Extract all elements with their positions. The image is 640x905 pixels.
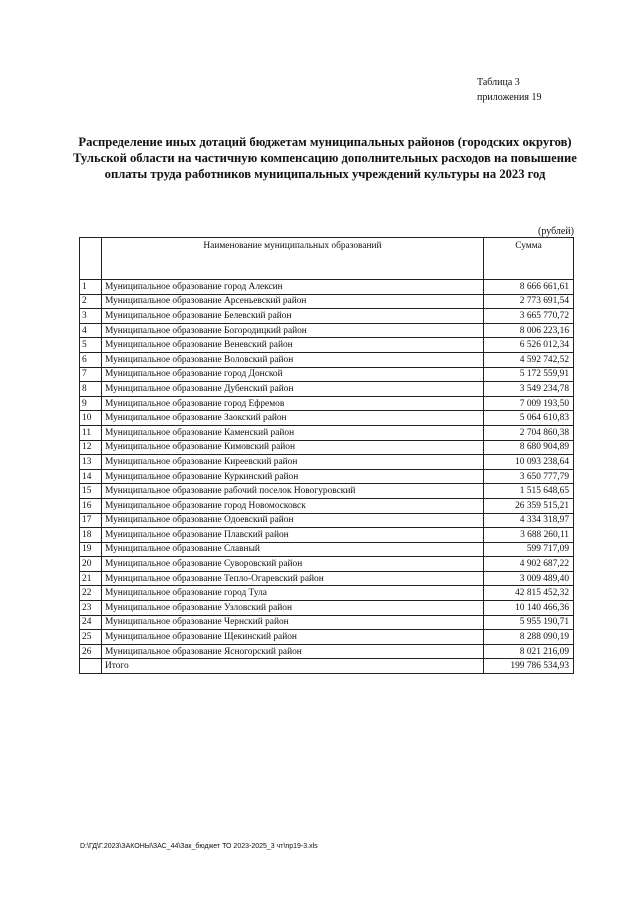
total-number-cell bbox=[80, 659, 102, 674]
row-name: Муниципальное образование Киреевский район bbox=[102, 455, 484, 470]
row-sum: 10 093 238,64 bbox=[484, 455, 574, 470]
row-name: Муниципальное образование Каменский район bbox=[102, 425, 484, 440]
row-number: 26 bbox=[80, 644, 102, 659]
row-sum: 8 021 216,09 bbox=[484, 644, 574, 659]
row-name: Муниципальное образование Куркинский район bbox=[102, 469, 484, 484]
row-name: Муниципальное образование Плавский район bbox=[102, 528, 484, 543]
total-row bbox=[80, 659, 574, 674]
table-row bbox=[80, 644, 574, 659]
row-number: 11 bbox=[80, 425, 102, 440]
row-number: 2 bbox=[80, 294, 102, 309]
table-row bbox=[80, 367, 574, 382]
row-name: Муниципальное образование Белевский район bbox=[102, 309, 484, 324]
table-row bbox=[80, 352, 574, 367]
table-row bbox=[80, 601, 574, 616]
row-name: Муниципальное образование Воловский район bbox=[102, 352, 484, 367]
table-row bbox=[80, 630, 574, 645]
document-title: Распределение иных дотаций бюджетам муниципальных районов (городских округов) Тульской области на частичную компенсацию дополнительных расходов на повышение оплаты труда работников муниципальных учреждений культуры на 2023 год bbox=[73, 135, 577, 181]
row-number: 7 bbox=[80, 367, 102, 382]
row-sum: 6 526 012,34 bbox=[484, 338, 574, 353]
row-name: Муниципальное образование Славный bbox=[102, 542, 484, 557]
table-row bbox=[80, 557, 574, 572]
row-name: Муниципальное образование Кимовский район bbox=[102, 440, 484, 455]
row-name: Муниципальное образование Суворовский район bbox=[102, 557, 484, 572]
row-name: Муниципальное образование Веневский район bbox=[102, 338, 484, 353]
row-sum: 10 140 466,36 bbox=[484, 601, 574, 616]
row-number: 13 bbox=[80, 455, 102, 470]
table-row bbox=[80, 571, 574, 586]
table-row bbox=[80, 382, 574, 397]
row-sum: 3 688 260,11 bbox=[484, 528, 574, 543]
row-sum: 3 549 234,78 bbox=[484, 382, 574, 397]
table-row bbox=[80, 411, 574, 426]
row-name: Муниципальное образование Арсеньевский район bbox=[102, 294, 484, 309]
row-name: Муниципальное образование город Ефремов bbox=[102, 396, 484, 411]
total-label: Итого bbox=[102, 659, 484, 674]
row-number: 20 bbox=[80, 557, 102, 572]
table-row bbox=[80, 396, 574, 411]
row-sum: 3 650 777,79 bbox=[484, 469, 574, 484]
row-number: 18 bbox=[80, 528, 102, 543]
row-sum: 8 288 090,19 bbox=[484, 630, 574, 645]
table-label: Таблица 3 bbox=[477, 77, 520, 88]
row-name: Муниципальное образование Щекинский район bbox=[102, 630, 484, 645]
header-sum-cell: Сумма bbox=[484, 238, 574, 280]
row-sum: 599 717,09 bbox=[484, 542, 574, 557]
table-row bbox=[80, 513, 574, 528]
row-number: 21 bbox=[80, 571, 102, 586]
row-number: 15 bbox=[80, 484, 102, 499]
table-reference bbox=[477, 75, 541, 105]
row-sum: 5 172 559,91 bbox=[484, 367, 574, 382]
row-sum: 5 955 190,71 bbox=[484, 615, 574, 630]
table-row bbox=[80, 425, 574, 440]
row-sum: 3 665 770,72 bbox=[484, 309, 574, 324]
row-number: 10 bbox=[80, 411, 102, 426]
total-sum: 199 786 534,93 bbox=[484, 659, 574, 674]
row-name: Муниципальное образование Тепло-Огаревский район bbox=[102, 571, 484, 586]
appendix-label: приложения 19 bbox=[477, 92, 542, 103]
row-number: 3 bbox=[80, 309, 102, 324]
row-sum: 4 902 687,22 bbox=[484, 557, 574, 572]
row-name: Муниципальное образование Узловский район bbox=[102, 601, 484, 616]
table-row bbox=[80, 528, 574, 543]
row-sum: 7 009 193,50 bbox=[484, 396, 574, 411]
header-number-cell bbox=[80, 238, 102, 280]
row-name: Муниципальное образование город Алексин bbox=[102, 280, 484, 295]
row-number: 16 bbox=[80, 498, 102, 513]
row-name: Муниципальное образование Ясногорский район bbox=[102, 644, 484, 659]
row-sum: 4 592 742,52 bbox=[484, 352, 574, 367]
row-sum: 4 334 318,97 bbox=[484, 513, 574, 528]
row-sum: 1 515 648,65 bbox=[484, 484, 574, 499]
row-name: Муниципальное образование Чернский район bbox=[102, 615, 484, 630]
table-header-row bbox=[80, 238, 574, 280]
table-row bbox=[80, 542, 574, 557]
row-sum: 8 680 904,89 bbox=[484, 440, 574, 455]
row-number: 17 bbox=[80, 513, 102, 528]
file-path: D:\ГД\Г.2023\ЗАКОНЫ\ЗАС_44\Зак_бюджет ТО 2023-2025_3 чт\пр19-3.xls bbox=[80, 843, 318, 850]
row-number: 5 bbox=[80, 338, 102, 353]
table-row bbox=[80, 498, 574, 513]
row-sum: 2 773 691,54 bbox=[484, 294, 574, 309]
row-name: Муниципальное образование Одоевский район bbox=[102, 513, 484, 528]
row-number: 4 bbox=[80, 323, 102, 338]
row-number: 19 bbox=[80, 542, 102, 557]
row-number: 9 bbox=[80, 396, 102, 411]
row-name: Муниципальное образование город Донской bbox=[102, 367, 484, 382]
table-row bbox=[80, 309, 574, 324]
row-name: Муниципальное образование город Новомосковск bbox=[102, 498, 484, 513]
row-sum: 8 006 223,16 bbox=[484, 323, 574, 338]
row-sum: 8 666 661,61 bbox=[484, 280, 574, 295]
row-number: 25 bbox=[80, 630, 102, 645]
row-number: 1 bbox=[80, 280, 102, 295]
row-name: Муниципальное образование Богородицкий район bbox=[102, 323, 484, 338]
row-name: Муниципальное образование рабочий поселок Новогуровский bbox=[102, 484, 484, 499]
row-sum: 5 064 610,83 bbox=[484, 411, 574, 426]
row-name: Муниципальное образование город Тула bbox=[102, 586, 484, 601]
row-name: Муниципальное образование Заокский район bbox=[102, 411, 484, 426]
row-sum: 2 704 860,38 bbox=[484, 425, 574, 440]
table-row bbox=[80, 338, 574, 353]
table-row bbox=[80, 455, 574, 470]
table-row bbox=[80, 323, 574, 338]
row-sum: 26 359 515,21 bbox=[484, 498, 574, 513]
row-number: 8 bbox=[80, 382, 102, 397]
row-sum: 3 009 489,40 bbox=[484, 571, 574, 586]
row-number: 22 bbox=[80, 586, 102, 601]
row-number: 14 bbox=[80, 469, 102, 484]
table-row bbox=[80, 469, 574, 484]
table-row bbox=[80, 294, 574, 309]
table-row bbox=[80, 615, 574, 630]
table-row bbox=[80, 484, 574, 499]
header-name-cell: Наименование муниципальных образований bbox=[102, 238, 484, 280]
row-number: 6 bbox=[80, 352, 102, 367]
table-row bbox=[80, 586, 574, 601]
allocation-table bbox=[79, 237, 574, 674]
table-row bbox=[80, 280, 574, 295]
row-name: Муниципальное образование Дубенский район bbox=[102, 382, 484, 397]
row-number: 24 bbox=[80, 615, 102, 630]
row-number: 23 bbox=[80, 601, 102, 616]
unit-label: (рублей) bbox=[538, 226, 575, 237]
row-sum: 42 815 452,32 bbox=[484, 586, 574, 601]
row-number: 12 bbox=[80, 440, 102, 455]
table-row bbox=[80, 440, 574, 455]
